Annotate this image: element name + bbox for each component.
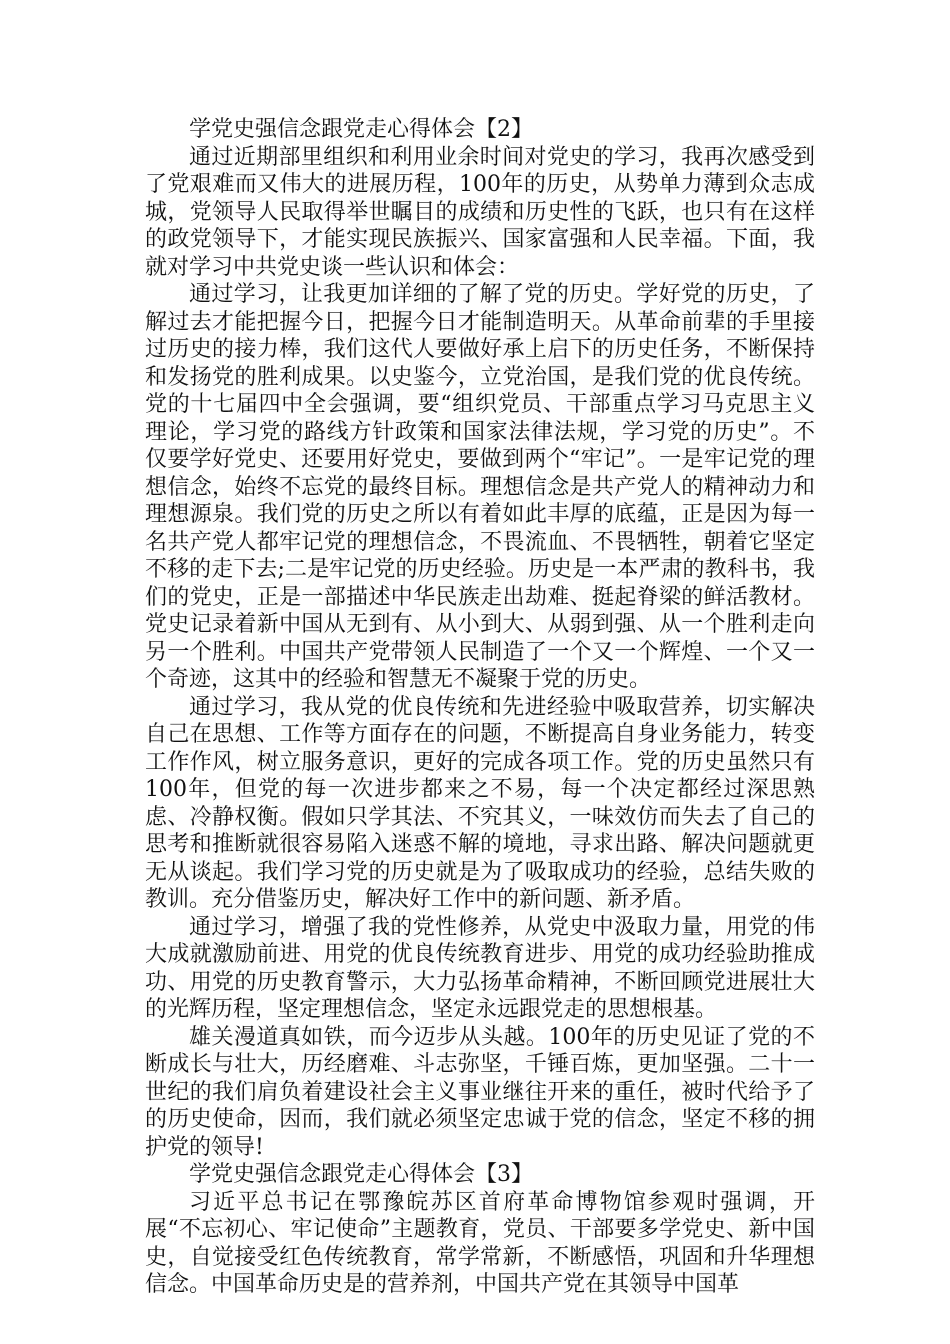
section-heading: 学党史强信念跟党走心得体会【3】 (189, 1162, 533, 1187)
document-body (145, 116, 815, 1299)
paragraph: 习近平总书记在鄂豫皖苏区首府革命博物馆参观时强调，开展“不忘初心、牢记使命”主题教育，党员、干部要多学党史、新中国史，自觉接受红色传统教育，常学常新，不断感悟，巩固和升华理想信念。中国革命历史是的营养剂，中国共产党在其领导中国革 (145, 1189, 815, 1297)
paragraph: 通过学习，让我更加详细的了解了党的历史。学好党的历史，了解过去才能把握今日，把握今日才能制造明天。从革命前辈的手里接过历史的接力棒，我们这代人要做好承上启下的历史任务，不断保持和发扬党的胜利成果。以史鉴今，立党治国，是我们党的优良传统。党的十七届四中全会强调，要“组织党员、干部重点学习马克思主义理论，学习党的路线方针政策和国家法律法规，学习党的历史”。不仅要学好党史、还要用好党史，要做到两个“牢记”。一是牢记党的理想信念，始终不忘党的最终目标。理想信念是共产党人的精神动力和理想源泉。我们党的历史之所以有着如此丰厚的底蕴，正是因为每一名共产党人都牢记党的理想信念，不畏流血、不畏牺牲，朝着它坚定不移的走下去;二是牢记党的历史经验。历史是一本严肃的教科书，我们的党史，正是一部描述中华民族走出劫难、挺起脊梁的鲜活教材。党史记录着新中国从无到有、从小到大、从弱到强、从一个胜利走向另一个胜利。中国共产党带领人民制造了一个又一个辉煌、一个又一个奇迹，这其中的经验和智慧无不凝聚于党的历史。 (145, 282, 815, 692)
paragraph: 通过学习，我从党的优良传统和先进经验中吸取营养，切实解决自己在思想、工作等方面存在的问题，不断提高自身业务能力，转变工作作风，树立服务意识，更好的完成各项工作。党的历史虽然只有100年，但党的每一次进步都来之不易，每一个决定都经过深思熟虑、冷静权衡。假如只学其法、不究其义，一味效仿而失去了自己的思考和推断就很容易陷入迷惑不解的境地，寻求出路、解决问题就更无从谈起。我们学习党的历史就是为了吸取成功的经验，总结失败的教训。充分借鉴历史，解决好工作中的新问题、新矛盾。 (145, 694, 815, 912)
paragraph: 通过近期部里组织和利用业余时间对党史的学习，我再次感受到了党艰难而又伟大的进展历程，100年的历史，从势单力薄到众志成城，党领导人民取得举世瞩目的成绩和历史性的飞跃，也只有在这样的政党领导下，才能实现民族振兴、国家富强和人民幸福。下面，我就对学习中共党史谈一些认识和体会： (145, 144, 815, 280)
paragraph: 通过学习，增强了我的党性修养，从党史中汲取力量，用党的伟大成就激励前进、用党的优良传统教育进步、用党的成功经验助推成功、用党的历史教育警示，大力弘扬革命精神，不断回顾党进展壮大的光辉历程，坚定理想信念，坚定永远跟党走的思想根基。 (145, 914, 815, 1022)
section-heading: 学党史强信念跟党走心得体会【2】 (189, 117, 533, 142)
paragraph: 雄关漫道真如铁，而今迈步从头越。100年的历史见证了党的不断成长与壮大，历经磨难、斗志弥坚，千锤百炼，更加坚强。二十一世纪的我们肩负着建设社会主义事业继往开来的重任，被时代给予了的历史使命，因而，我们就必须坚定忠诚于党的信念，坚定不移的拥护党的领导! (145, 1024, 815, 1160)
